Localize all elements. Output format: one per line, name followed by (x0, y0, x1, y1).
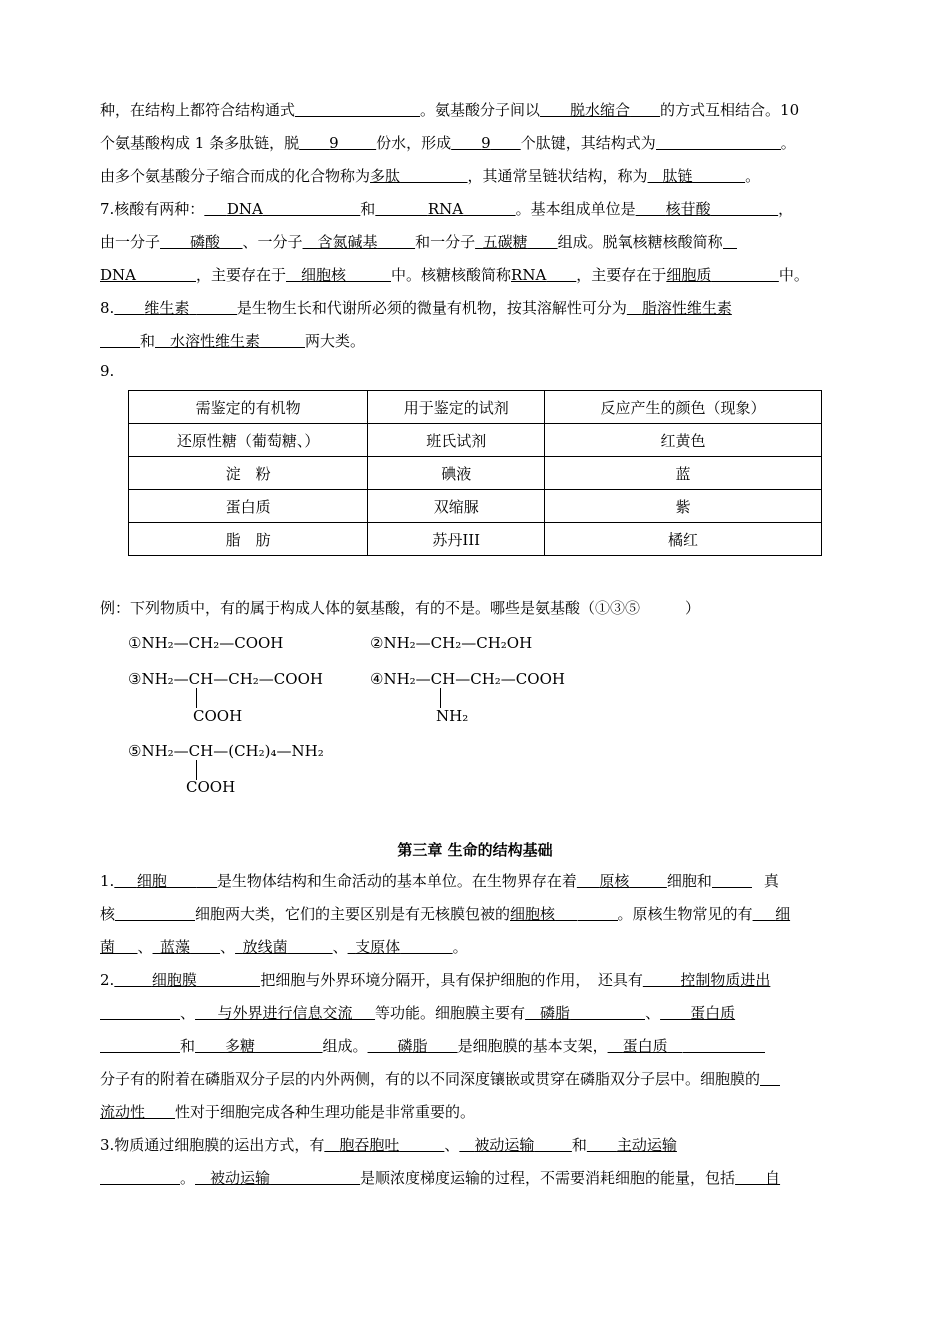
para-line-6: DNA ，主要存在于 细胞核 中。核糖核酸简称RNA ，主要存在于细胞质 中。 (100, 266, 809, 284)
table-cell: 红黄色 (545, 424, 822, 457)
table-cell: 蓝 (545, 457, 822, 490)
formula-5-branch: COOH (186, 778, 236, 796)
answer: 细胞核 (510, 905, 556, 923)
q2-line-2: 、 与外界进行信息交流 等功能。细胞膜主要有 磷脂 、 蛋白质 (100, 1003, 735, 1023)
table-row (129, 424, 822, 457)
formula-3-branch: COOH (193, 707, 243, 725)
identification-table (128, 390, 822, 556)
table-cell: 还原性糖（葡萄糖、） (129, 424, 368, 457)
chapter-title: 第三章 生命的结构基础 (397, 841, 553, 859)
answer: 支原体 (355, 938, 401, 956)
answer: 细胞 (136, 872, 167, 890)
formula-5: ⑤NH₂—CH—(CH₂)₄—NH₂ (128, 742, 324, 760)
q1-line-1: 1. 细胞 是生物体结构和生命活动的基本单位。在生物界存在着 原核 细胞和 真 (100, 872, 779, 890)
bond-line (440, 688, 441, 708)
para-line-4: 7.核酸有两种： DNA 和 RNA 。基本组成单位是 核苷酸 ， (100, 200, 794, 218)
answer: 磷脂 (540, 1004, 571, 1022)
answer: 放线菌 (242, 938, 288, 956)
para-line-8: 和 水溶性维生素 两大类。 (100, 331, 365, 351)
table-header: 用于鉴定的试剂 (368, 391, 545, 424)
answer: 维生素 (144, 299, 190, 317)
answer: 细 (775, 905, 791, 923)
table-cell: 脂 肪 (129, 523, 368, 556)
question-9-label: 9. (100, 362, 115, 380)
answer: 肽链 (662, 167, 693, 185)
answer: 磷脂 (397, 1037, 428, 1055)
q2-line-4: 分子有的附着在磷脂双分子层的内外两侧，有的以不同深度镶嵌或贯穿在磷脂双分子层中。细胞膜的 (100, 1069, 780, 1089)
table-cell: 橘红 (545, 523, 822, 556)
q2-line-5: 流动性 性对于细胞完成各种生理功能是非常重要的。 (100, 1103, 476, 1121)
answer: 流动性 (100, 1103, 146, 1121)
table-cell: 班氏试剂 (368, 424, 545, 457)
table-row (129, 457, 822, 490)
answer: 自 (765, 1169, 781, 1187)
example-question: 例：下列物质中，有的属于构成人体的氨基酸，有的不是。哪些是氨基酸（①③⑤ ） (100, 599, 701, 617)
q2-line-3: 和 多糖 组成。 磷脂 是细胞膜的基本支架， 蛋白质 (100, 1036, 765, 1056)
table-row (129, 490, 822, 523)
formula-3: ③NH₂—CH—CH₂—COOH (128, 670, 323, 688)
answer: 与外界进行信息交流 (217, 1004, 353, 1022)
table-cell: 淀 粉 (129, 457, 368, 490)
q1-line-2: 核 细胞两大类，它们的主要区别是有无核膜包被的细胞核 。原核生物常见的有 细 (100, 905, 791, 923)
answer: 多肽 (370, 167, 401, 185)
q1-line-3: 菌 、 蓝藻 、 放线菌 、 支原体 。 (100, 938, 468, 956)
answer: 细胞质 (666, 266, 712, 284)
q2-line-1: 2. 细胞膜 把细胞与外界环境分隔开，具有保护细胞的作用， 还具有 控制物质进出 (100, 971, 771, 989)
formula-4: ④NH₂—CH—CH₂—COOH (370, 670, 565, 688)
table-header-row (129, 391, 822, 424)
answer: 原核 (599, 872, 630, 890)
table-cell: 双缩脲 (368, 490, 545, 523)
answer: 胞吞胞吐 (339, 1136, 400, 1154)
blank-peptide-formula (656, 135, 781, 150)
table-header: 反应产生的颜色（现象） (545, 391, 822, 424)
answer: 菌 (100, 938, 116, 956)
answer: 蛋白质 (690, 1004, 736, 1022)
answer: RNA (427, 200, 464, 218)
answer: 多糖 (225, 1037, 256, 1055)
answer: 蛋白质 (622, 1037, 668, 1055)
answer: 主动运输 (616, 1136, 677, 1154)
answer: 五碳糖 (482, 233, 528, 251)
answer: 被动运输 (474, 1136, 535, 1154)
answer: 水溶性维生素 (170, 332, 261, 350)
answer: 核苷酸 (665, 200, 711, 218)
formula-2: ②NH₂—CH₂—CH₂OH (370, 634, 533, 652)
table-header: 需鉴定的有机物 (129, 391, 368, 424)
para-line-2: 个氨基酸构成 1 条多肽链，脱 9 份水，形成 9 个肽键，其结构式为 。 (100, 134, 796, 152)
table-cell: 苏丹III (368, 523, 545, 556)
answer: 控制物质进出 (680, 971, 771, 989)
answer: 9 (481, 134, 491, 152)
bond-line (196, 688, 197, 708)
formula-4-branch: NH₂ (436, 707, 469, 725)
answer: DNA (226, 200, 263, 218)
answer: 细胞膜 (151, 971, 197, 989)
answer: 脂溶性维生素 (641, 299, 732, 317)
formula-1: ①NH₂—CH₂—COOH (128, 634, 284, 652)
answer: 被动运输 (210, 1169, 271, 1187)
blank-structure-formula (295, 102, 420, 117)
answer: 9 (329, 134, 339, 152)
answer: RNA (511, 266, 547, 284)
para-line-1: 种，在结构上都符合结构通式 。氨基酸分子间以 脱水缩合 的方式互相结合。10 (100, 101, 800, 119)
answer: 蓝藻 (160, 938, 191, 956)
answer: 细胞核 (301, 266, 347, 284)
para-line-3: 由多个氨基酸分子缩合而成的化合物称为多肽 ，其通常呈链状结构，称为 肽链 。 (100, 167, 761, 185)
answer: 磷酸 (190, 233, 221, 251)
table-cell: 蛋白质 (129, 490, 368, 523)
q3-line-2: 。 被动运输 是顺浓度梯度运输的过程，不需要消耗细胞的能量，包括 自 (100, 1168, 780, 1188)
answer: 脱水缩合 (570, 101, 631, 119)
para-line-7: 8. 维生素 是生物生长和代谢所必须的微量有机物，按其溶解性可分为 脂溶性维生素 (100, 299, 732, 317)
answer: 含氮碱基 (317, 233, 378, 251)
table-cell: 紫 (545, 490, 822, 523)
q3-line-1: 3.物质通过细胞膜的运出方式，有 胞吞胞吐 、 被动运输 和 主动运输 (100, 1136, 677, 1154)
answer: DNA (100, 266, 136, 284)
para-line-5: 由一分子 磷酸 、一分子 含氮碱基 和一分子 五碳糖 组成。脱氧核糖核酸简称 (100, 232, 737, 252)
table-cell: 碘液 (368, 457, 545, 490)
table-row (129, 523, 822, 556)
